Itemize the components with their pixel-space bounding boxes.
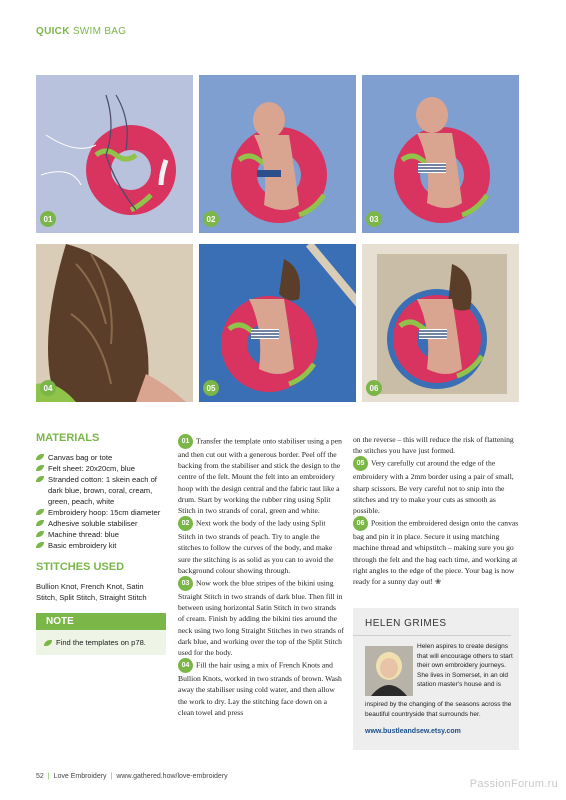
page-number: 52	[36, 773, 44, 780]
list-item: Machine thread: blue	[36, 529, 166, 540]
materials-heading: MATERIALS	[36, 432, 100, 444]
header-title: SWIM BAG	[72, 26, 127, 37]
step-4-continued: on the reverse – this will reduce the risk of flattening the stitches you have just formed.	[353, 435, 514, 456]
bio-link[interactable]: www.bustleandsew.etsy.com	[365, 728, 461, 735]
instructions-column-1	[178, 434, 344, 718]
step-1: 01 Transfer the template onto stabiliser using a pen and then cut out with a generous border. Peel off the backing from the stabiliser and stick the design to the centre of the felt. Mount the felt into an embroidery hoop with the design central and the fabric taut like a drum. Start by working the rubber ring using Split Stitch in two strands of coral, green and white.	[178, 434, 344, 516]
photo-step-6	[362, 244, 519, 402]
leaf-bullet-icon	[36, 520, 44, 526]
footer-url[interactable]: www.gathered.how/love-embroidery	[116, 773, 228, 780]
photo-number: 04	[40, 380, 56, 396]
step-6: 06 Position the embroidered design onto the canvas bag and pin it in place. Secure it using matching machine thread and whipstitch – making sure you go through the felt and the bag each time, and working at right angles to the edge of the piece. Your bag is now ready for a sunny day out! ❀	[353, 516, 519, 587]
step-2: 02 Next work the body of the lady using Split Stitch in two strands of peach. Try to angle the stitches to follow the curves of the body, and make sure the stitching is as solid as you can to avoid the background colour showing through.	[178, 516, 344, 576]
bio-text-continued: inspired by the changing of the seasons across the beautiful countryside that surrounds her.	[365, 701, 512, 718]
list-item: Stranded cotton: 1 skein each of dark blue, brown, coral, cream, green, peach, white	[36, 474, 166, 507]
photo-number: 01	[40, 211, 56, 227]
designer-bio	[353, 608, 519, 750]
photo-number: 02	[203, 211, 219, 227]
photo-step-3	[362, 75, 519, 233]
note-box	[36, 613, 166, 655]
leaf-bullet-icon	[36, 509, 44, 515]
magazine-name: Love Embroidery	[53, 773, 107, 780]
photo-step-5	[199, 244, 356, 402]
leaf-bullet-icon	[36, 542, 44, 548]
page-footer: 52 | Love Embroidery | www.gathered.how/love-embroidery	[36, 773, 228, 780]
materials-list	[36, 452, 166, 551]
photo-step-2	[199, 75, 356, 233]
photo-number: 06	[366, 380, 382, 396]
leaf-bullet-icon	[36, 476, 44, 482]
note-heading: NOTE	[36, 613, 166, 630]
list-item: Felt sheet: 20x20cm, blue	[36, 463, 166, 474]
photo-step-4	[36, 244, 193, 402]
stitches-text: Bullion Knot, French Knot, Satin Stitch, Split Stitch, Straight Stitch	[36, 582, 147, 602]
leaf-bullet-icon	[36, 465, 44, 471]
designer-photo	[365, 646, 413, 696]
photo-number: 05	[203, 380, 219, 396]
step-3: 03 Now work the blue stripes of the bikini using Straight Stitch in two strands of dark blue. Then fill in between using horizontal Satin Stitch in two strands of cream. Finish by adding the bikini ties around the neck using two long Straight Stitches in two strands of dark blue, and working over the top of the Split Stitch used for the body.	[178, 576, 344, 658]
photo-step-1	[36, 75, 193, 233]
step-5: 05 Very carefully cut around the edge of the embroidery with a 2mm border using a pair of small, sharp scissors. Be very careful not to snip into the stitches and try to make your cuts as smooth as possible.	[353, 456, 519, 516]
header-quick: QUICK	[36, 26, 70, 37]
leaf-bullet-icon	[36, 454, 44, 460]
list-item: Embroidery hoop: 15cm diameter	[36, 507, 166, 518]
instructions-column-2	[353, 434, 519, 587]
leaf-bullet-icon	[44, 640, 52, 646]
list-item: Adhesive soluble stabiliser	[36, 518, 166, 529]
list-item: Basic embroidery kit	[36, 540, 166, 551]
photo-number: 03	[366, 211, 382, 227]
watermark: PassionForum.ru	[469, 778, 558, 790]
note-body: Find the templates on p78.	[36, 630, 166, 655]
list-item: Canvas bag or tote	[36, 452, 166, 463]
leaf-bullet-icon	[36, 531, 44, 537]
bio-text: Helen aspires to create designs that will encourage others to start their own embroidery journeys. She lives in Somerset, in an old station master's house and is	[417, 643, 513, 689]
bio-heading: HELEN GRIMES	[353, 608, 511, 636]
step-4: 04 Fill the hair using a mix of French Knots and Bullion Knots, worked in two strands of brown. Wash away the stabiliser using cold water, and then allow the work to dry. Lay the stitching face down on a clean towel and press	[178, 658, 344, 718]
section-header	[36, 26, 126, 37]
stitches-heading: STITCHES USED	[36, 561, 125, 573]
sidebar-column	[36, 432, 166, 655]
